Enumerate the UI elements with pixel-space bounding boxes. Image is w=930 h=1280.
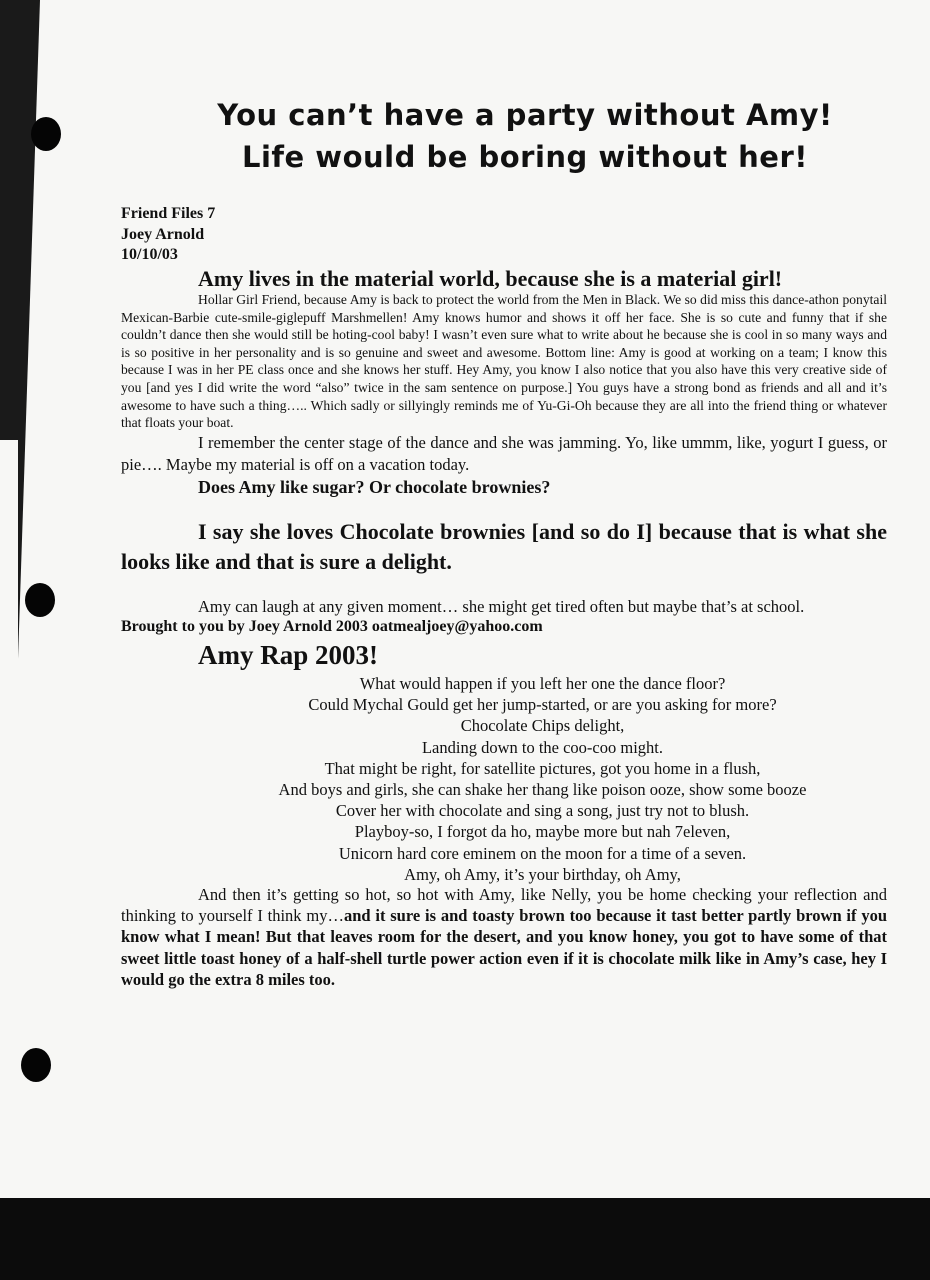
rap-line: Chocolate Chips delight, bbox=[460, 716, 625, 736]
dance-paragraph: I remember the center stage of the dance and she was jamming. Yo, like ummm, like, yogurt I guess, or pie…. Maybe my material is off on a vacation today. bbox=[121, 433, 887, 474]
page-edge bbox=[0, 440, 18, 1198]
rap-line: Unicorn hard core eminem on the moon for a time of a seven. bbox=[338, 843, 747, 863]
rap-line: That might be right, for satellite pictures, got you home in a flush, bbox=[324, 758, 761, 778]
rap-verse bbox=[200, 673, 885, 885]
headline-line-2: Life would be boring without her! bbox=[241, 140, 808, 174]
punch-hole-middle bbox=[25, 583, 55, 617]
headline-line-1: You can’t have a party without Amy! bbox=[217, 98, 833, 132]
credit-line: Brought to you by Joey Arnold 2003 oatmealjoey@yahoo.com bbox=[121, 618, 543, 635]
punch-hole-bottom bbox=[21, 1048, 51, 1082]
brownie-question: Does Amy like sugar? Or chocolate brownies? bbox=[198, 477, 551, 497]
laugh-paragraph: Amy can laugh at any given moment… she might get tired often but maybe that’s at school. bbox=[198, 597, 805, 616]
closing-plain-text: And then it’s getting so hot, so hot with Amy, like Nelly, you be home checking your reflection and thinking to yourself I think my… bbox=[121, 885, 887, 926]
brownie-answer: I say she loves Chocolate brownies [and so do I] because that is what she looks like and that is sure a delight. bbox=[121, 519, 887, 574]
date-label: 10/10/03 bbox=[121, 246, 178, 263]
section-title: Amy lives in the material world, because she is a material girl! bbox=[198, 266, 783, 291]
rap-line: Cover her with chocolate and sing a song, just try not to blush. bbox=[335, 801, 750, 821]
rap-line: Landing down to the coo-coo might. bbox=[421, 737, 664, 757]
rap-line: Could Mychal Gould get her jump-started, or are you asking for more? bbox=[308, 695, 777, 715]
rap-line: What would happen if you left her one the dance floor? bbox=[359, 674, 726, 693]
rap-line: And boys and girls, she can shake her thang like poison ooze, show some booze bbox=[278, 780, 807, 800]
punch-hole-top bbox=[31, 117, 61, 151]
author-label: Joey Arnold bbox=[121, 226, 205, 243]
rap-line: Playboy-so, I forgot da ho, maybe more but nah 7eleven, bbox=[354, 822, 731, 842]
closing-bold-text: and it sure is and toasty brown too because it tast better partly brown if you know what I mean! But that leaves room for the desert, and you know honey, you got to have some of that sweet little toast honey of a half-shell turtle power action even if it is chocolate milk like in Amy’s case, hey I would go the extra 8 miles too. bbox=[121, 906, 887, 989]
rap-line: Amy, oh Amy, it’s your birthday, oh Amy, bbox=[404, 864, 681, 884]
closing-paragraph bbox=[121, 884, 887, 990]
series-label: Friend Files 7 bbox=[121, 205, 216, 222]
rap-title: Amy Rap 2003! bbox=[198, 640, 378, 670]
intro-paragraph: Hollar Girl Friend, because Amy is back to protect the world from the Men in Black. We so did miss this dance-athon ponytail Mexican-Barbie cute-smile-giglepuff Marshmellen! Amy knows humor and shows it off her face. She is so cute and funny that if she couldn’t dance then she would still be hoting-cool baby! I wasn’t even sure what to write about he because she is cool in so many ways and is so positive in her personality and is so genuine and sweet and awesome. Bottom line: Amy is good at working on a team; I know this because I was in her PE class once and she knows her stuff. Hey Amy, you know I also notice that you also have this very creative side of you [and yes I did write the word “also” twice in the sam sentence on purpose.] You guys have a strong bond as friends and all and it’s awesome to have such a thing….. Which sadly or sillyingly reminds me of Yu-Gi-Oh because they are all into the friend thing or whatever that floats your boat. bbox=[121, 292, 887, 431]
